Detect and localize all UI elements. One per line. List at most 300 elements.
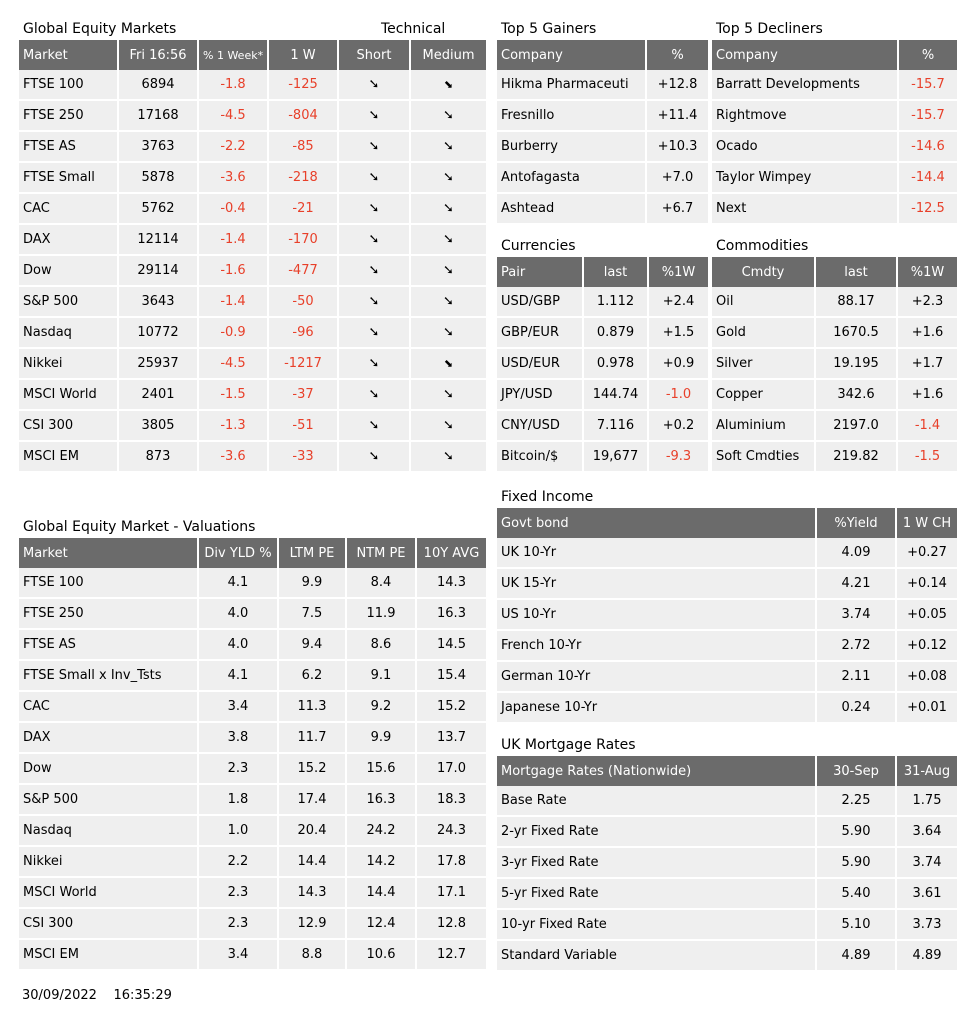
pct-value: -12.5 [899,194,957,225]
table-row [19,225,486,256]
col-10y-avg: 10Y AVG [417,538,486,568]
short-trend-cell [339,442,411,473]
table-row [497,163,708,194]
medium-trend-cell [411,287,486,318]
commodity-name: Copper [712,380,816,411]
pct-1w-value: +2.4 [649,287,708,318]
col-last: last [816,257,898,287]
rate-name: Base Rate [497,786,817,817]
gainers-section [497,19,708,225]
table-row [497,411,708,442]
pct-1w-value: -1.5 [898,442,957,473]
short-trend-cell [339,101,411,132]
table-row [497,848,957,879]
bond-name: UK 15-Yr [497,569,817,600]
table-row [19,847,486,878]
one-week-change: +0.27 [897,538,957,569]
down-arrow-filled-icon: ➘ [368,263,380,278]
ltm-pe-value: 17.4 [279,785,347,816]
company-name: Barratt Developments [712,70,899,101]
commodities-section [712,236,957,473]
last-value: 0.879 [584,318,649,349]
decliners-title: Top 5 Decliners [716,21,823,37]
table-row [19,256,486,287]
ten-year-avg-value: 17.0 [417,754,486,785]
last-value: 1670.5 [816,318,898,349]
div-yld-value: 3.4 [199,692,279,723]
last-value: 342.6 [816,380,898,411]
table-row [19,878,486,909]
down-arrow-filled-icon: ➘ [368,294,380,309]
col-pct-1w: %1W [649,257,708,287]
col-market: Market [19,538,199,568]
ltm-pe-value: 11.7 [279,723,347,754]
aug-value: 3.74 [897,848,957,879]
one-week-change: -96 [269,318,339,349]
market-name: FTSE Small [19,163,119,194]
one-week-change: -218 [269,163,339,194]
short-trend-cell [339,163,411,194]
pct-value: +12.8 [647,70,708,101]
col-1w: 1 W [269,40,339,70]
market-name: FTSE 250 [19,599,199,630]
table-row [497,879,957,910]
down-arrow-filled-icon: ➘ [368,232,380,247]
company-name: Burberry [497,132,647,163]
div-yld-value: 1.0 [199,816,279,847]
pct-value: -15.7 [899,70,957,101]
down-arrow-filled-icon: ➘ [443,325,454,340]
table-row [497,318,708,349]
ltm-pe-value: 8.8 [279,940,347,971]
timestamp-date: 30/09/2022 [22,988,97,1003]
col-pct-week: % 1 Week* [199,40,269,70]
last-value: 2401 [119,380,199,411]
valuations-section [19,517,486,971]
market-name: FTSE AS [19,630,199,661]
pair-name: GBP/EUR [497,318,584,349]
down-arrow-outline-icon: ⬊ [443,357,454,370]
commodity-name: Soft Cmdties [712,442,816,473]
last-value: 873 [119,442,199,473]
rate-name: 3-yr Fixed Rate [497,848,817,879]
market-name: FTSE 100 [19,568,199,599]
div-yld-value: 2.2 [199,847,279,878]
ltm-pe-value: 6.2 [279,661,347,692]
short-trend-cell [339,318,411,349]
pct-1w-value: +2.3 [898,287,957,318]
last-value: 219.82 [816,442,898,473]
one-week-change: +0.08 [897,662,957,693]
down-arrow-filled-icon: ➘ [443,418,454,433]
div-yld-value: 4.1 [199,661,279,692]
down-arrow-filled-icon: ➘ [443,232,454,247]
ltm-pe-value: 9.4 [279,630,347,661]
one-week-change: -125 [269,70,339,101]
market-name: MSCI EM [19,940,199,971]
timestamp-time: 16:35:29 [113,988,172,1003]
currencies-table [497,257,708,473]
table-row [712,287,957,318]
last-value: 19,677 [584,442,649,473]
rate-name: 2-yr Fixed Rate [497,817,817,848]
ten-year-avg-value: 12.8 [417,909,486,940]
down-arrow-filled-icon: ➘ [368,201,380,216]
aug-value: 3.73 [897,910,957,941]
market-name: CSI 300 [19,411,119,442]
col-mortgage-rates: Mortgage Rates (Nationwide) [497,756,817,786]
pair-name: CNY/USD [497,411,584,442]
table-row [19,754,486,785]
bond-name: Japanese 10-Yr [497,693,817,724]
col-yield: %Yield [817,508,897,538]
one-week-change: -37 [269,380,339,411]
ten-year-avg-value: 14.3 [417,568,486,599]
sep-value: 4.89 [817,941,897,972]
ntm-pe-value: 9.9 [347,723,417,754]
table-row [497,442,708,473]
market-name: Nasdaq [19,318,119,349]
one-week-change: -1217 [269,349,339,380]
medium-trend-cell [411,349,486,380]
one-week-change: +0.14 [897,569,957,600]
down-arrow-filled-icon: ➘ [443,201,454,216]
div-yld-value: 3.8 [199,723,279,754]
company-name: Next [712,194,899,225]
div-yld-value: 2.3 [199,878,279,909]
one-week-change: -477 [269,256,339,287]
ntm-pe-value: 14.4 [347,878,417,909]
yield-value: 0.24 [817,693,897,724]
mortgage-section [497,735,957,972]
gainers-title: Top 5 Gainers [501,21,597,37]
down-arrow-filled-icon: ➘ [443,449,454,464]
table-row [712,163,957,194]
down-arrow-filled-icon: ➘ [368,139,380,154]
market-name: S&P 500 [19,785,199,816]
table-row [497,786,957,817]
ten-year-avg-value: 14.5 [417,630,486,661]
table-row [19,132,486,163]
market-name: FTSE Small x Inv_Tsts [19,661,199,692]
col-30-sep: 30-Sep [817,756,897,786]
pct-week-value: -1.6 [199,256,269,287]
gainers-header-row [497,40,708,70]
col-last: Fri 16:56 [119,40,199,70]
pct-value: +6.7 [647,194,708,225]
table-row [19,318,486,349]
ten-year-avg-value: 18.3 [417,785,486,816]
short-trend-cell [339,225,411,256]
ntm-pe-value: 9.2 [347,692,417,723]
table-row [712,132,957,163]
pct-1w-value: +1.6 [898,380,957,411]
market-name: Nikkei [19,349,119,380]
medium-trend-cell [411,70,486,101]
table-row [497,941,957,972]
down-arrow-filled-icon: ➘ [368,387,380,402]
ntm-pe-value: 24.2 [347,816,417,847]
down-arrow-filled-icon: ➘ [368,108,380,123]
medium-trend-cell [411,225,486,256]
one-week-change: -170 [269,225,339,256]
ltm-pe-value: 20.4 [279,816,347,847]
div-yld-value: 2.3 [199,909,279,940]
one-week-change: +0.05 [897,600,957,631]
table-row [19,599,486,630]
yield-value: 2.72 [817,631,897,662]
medium-trend-cell [411,411,486,442]
table-row [712,411,957,442]
pct-week-value: -3.6 [199,163,269,194]
table-row [19,568,486,599]
medium-trend-cell [411,380,486,411]
aug-value: 3.61 [897,879,957,910]
ltm-pe-value: 7.5 [279,599,347,630]
market-name: Nikkei [19,847,199,878]
down-arrow-filled-icon: ➘ [368,325,380,340]
table-row [497,631,957,662]
down-arrow-filled-icon: ➘ [443,139,454,154]
table-row [497,70,708,101]
col-1w-ch: 1 W CH [897,508,957,538]
last-value: 29114 [119,256,199,287]
ltm-pe-value: 12.9 [279,909,347,940]
medium-trend-cell [411,132,486,163]
company-name: Ocado [712,132,899,163]
last-value: 5878 [119,163,199,194]
gainers-table [497,40,708,225]
ten-year-avg-value: 15.4 [417,661,486,692]
col-medium: Medium [411,40,486,70]
market-name: CAC [19,194,119,225]
pair-name: JPY/USD [497,380,584,411]
down-arrow-filled-icon: ➘ [368,449,380,464]
yield-value: 2.11 [817,662,897,693]
currencies-section [497,236,708,473]
short-trend-cell [339,70,411,101]
down-arrow-filled-icon: ➘ [443,108,454,123]
one-week-change: -804 [269,101,339,132]
bond-name: German 10-Yr [497,662,817,693]
table-row [497,132,708,163]
last-value: 6894 [119,70,199,101]
one-week-change: -21 [269,194,339,225]
market-name: CSI 300 [19,909,199,940]
market-name: DAX [19,225,119,256]
col-div-yld: Div YLD % [199,538,279,568]
last-value: 0.978 [584,349,649,380]
table-row [712,380,957,411]
down-arrow-filled-icon: ➘ [443,294,454,309]
rate-name: 10-yr Fixed Rate [497,910,817,941]
yield-value: 4.09 [817,538,897,569]
ten-year-avg-value: 24.3 [417,816,486,847]
pct-week-value: -4.5 [199,101,269,132]
table-row [497,600,957,631]
one-week-change: -33 [269,442,339,473]
table-row [19,349,486,380]
last-value: 5762 [119,194,199,225]
pct-value: -14.6 [899,132,957,163]
table-row [497,662,957,693]
pct-1w-value: -1.4 [898,411,957,442]
market-name: Dow [19,754,199,785]
down-arrow-filled-icon: ➘ [443,387,454,402]
ltm-pe-value: 9.9 [279,568,347,599]
div-yld-value: 4.0 [199,599,279,630]
market-name: DAX [19,723,199,754]
table-row [19,940,486,971]
valuations-title: Global Equity Market - Valuations [23,519,256,535]
commodities-table [712,257,957,473]
pct-1w-value: +1.6 [898,318,957,349]
rate-name: 5-yr Fixed Rate [497,879,817,910]
technical-title: Technical [381,21,446,37]
ntm-pe-value: 9.1 [347,661,417,692]
medium-trend-cell [411,163,486,194]
decliners-section [712,19,957,225]
pct-week-value: -3.6 [199,442,269,473]
company-name: Fresnillo [497,101,647,132]
short-trend-cell [339,194,411,225]
pct-week-value: -4.5 [199,349,269,380]
fixed-income-section [497,487,957,724]
table-row [19,816,486,847]
currencies-header-row [497,257,708,287]
div-yld-value: 4.1 [199,568,279,599]
ntm-pe-value: 8.4 [347,568,417,599]
pct-week-value: -1.8 [199,70,269,101]
col-pct: % [899,40,957,70]
col-pct: % [647,40,708,70]
market-name: FTSE 250 [19,101,119,132]
one-week-change: +0.12 [897,631,957,662]
yield-value: 4.21 [817,569,897,600]
short-trend-cell [339,380,411,411]
ten-year-avg-value: 17.8 [417,847,486,878]
medium-trend-cell [411,194,486,225]
short-trend-cell [339,287,411,318]
table-row [497,538,957,569]
short-trend-cell [339,411,411,442]
table-row [497,194,708,225]
ntm-pe-value: 10.6 [347,940,417,971]
table-row [497,101,708,132]
bond-name: UK 10-Yr [497,538,817,569]
last-value: 19.195 [816,349,898,380]
ntm-pe-value: 15.6 [347,754,417,785]
market-name: CAC [19,692,199,723]
medium-trend-cell [411,256,486,287]
ten-year-avg-value: 12.7 [417,940,486,971]
mortgage-header-row [497,756,957,786]
ntm-pe-value: 12.4 [347,909,417,940]
table-row [19,785,486,816]
valuations-table [19,538,486,971]
market-name: S&P 500 [19,287,119,318]
table-row [19,723,486,754]
decliners-header-row [712,40,957,70]
equity-title-row [19,19,486,39]
pct-week-value: -2.2 [199,132,269,163]
short-trend-cell [339,256,411,287]
pair-name: USD/EUR [497,349,584,380]
last-value: 7.116 [584,411,649,442]
last-value: 10772 [119,318,199,349]
equity-table [19,40,486,473]
ltm-pe-value: 11.3 [279,692,347,723]
table-row [19,630,486,661]
equity-title: Global Equity Markets [23,21,177,37]
ntm-pe-value: 11.9 [347,599,417,630]
table-row [19,442,486,473]
company-name: Ashtead [497,194,647,225]
table-row [19,287,486,318]
ntm-pe-value: 16.3 [347,785,417,816]
down-arrow-outline-icon: ⬊ [443,78,454,91]
col-pct-1w: %1W [898,257,957,287]
last-value: 144.74 [584,380,649,411]
table-row [712,101,957,132]
ltm-pe-value: 14.3 [279,878,347,909]
bond-name: French 10-Yr [497,631,817,662]
pct-week-value: -1.3 [199,411,269,442]
ltm-pe-value: 15.2 [279,754,347,785]
commodities-title: Commodities [716,238,809,254]
market-name: Dow [19,256,119,287]
col-pair: Pair [497,257,584,287]
last-value: 3763 [119,132,199,163]
pct-1w-value: +1.7 [898,349,957,380]
table-row [19,661,486,692]
pct-1w-value: +0.2 [649,411,708,442]
table-row [19,194,486,225]
ten-year-avg-value: 13.7 [417,723,486,754]
down-arrow-filled-icon: ➘ [443,263,454,278]
sep-value: 5.40 [817,879,897,910]
one-week-change: -85 [269,132,339,163]
pct-value: +7.0 [647,163,708,194]
valuations-header-row [19,538,486,568]
market-name: FTSE 100 [19,70,119,101]
down-arrow-filled-icon: ➘ [368,77,380,92]
medium-trend-cell [411,101,486,132]
col-31-aug: 31-Aug [897,756,957,786]
last-value: 2197.0 [816,411,898,442]
company-name: Antofagasta [497,163,647,194]
table-row [19,70,486,101]
equity-header-row [19,40,486,70]
sep-value: 5.10 [817,910,897,941]
pct-1w-value: +1.5 [649,318,708,349]
div-yld-value: 2.3 [199,754,279,785]
div-yld-value: 3.4 [199,940,279,971]
mortgage-title: UK Mortgage Rates [501,737,636,753]
pct-week-value: -1.5 [199,380,269,411]
div-yld-value: 1.8 [199,785,279,816]
last-value: 25937 [119,349,199,380]
timestamp [22,988,172,1003]
col-company: Company [497,40,647,70]
pct-week-value: -0.9 [199,318,269,349]
down-arrow-filled-icon: ➘ [368,356,380,371]
pct-week-value: -0.4 [199,194,269,225]
div-yld-value: 4.0 [199,630,279,661]
table-row [712,70,957,101]
one-week-change: -50 [269,287,339,318]
sep-value: 2.25 [817,786,897,817]
